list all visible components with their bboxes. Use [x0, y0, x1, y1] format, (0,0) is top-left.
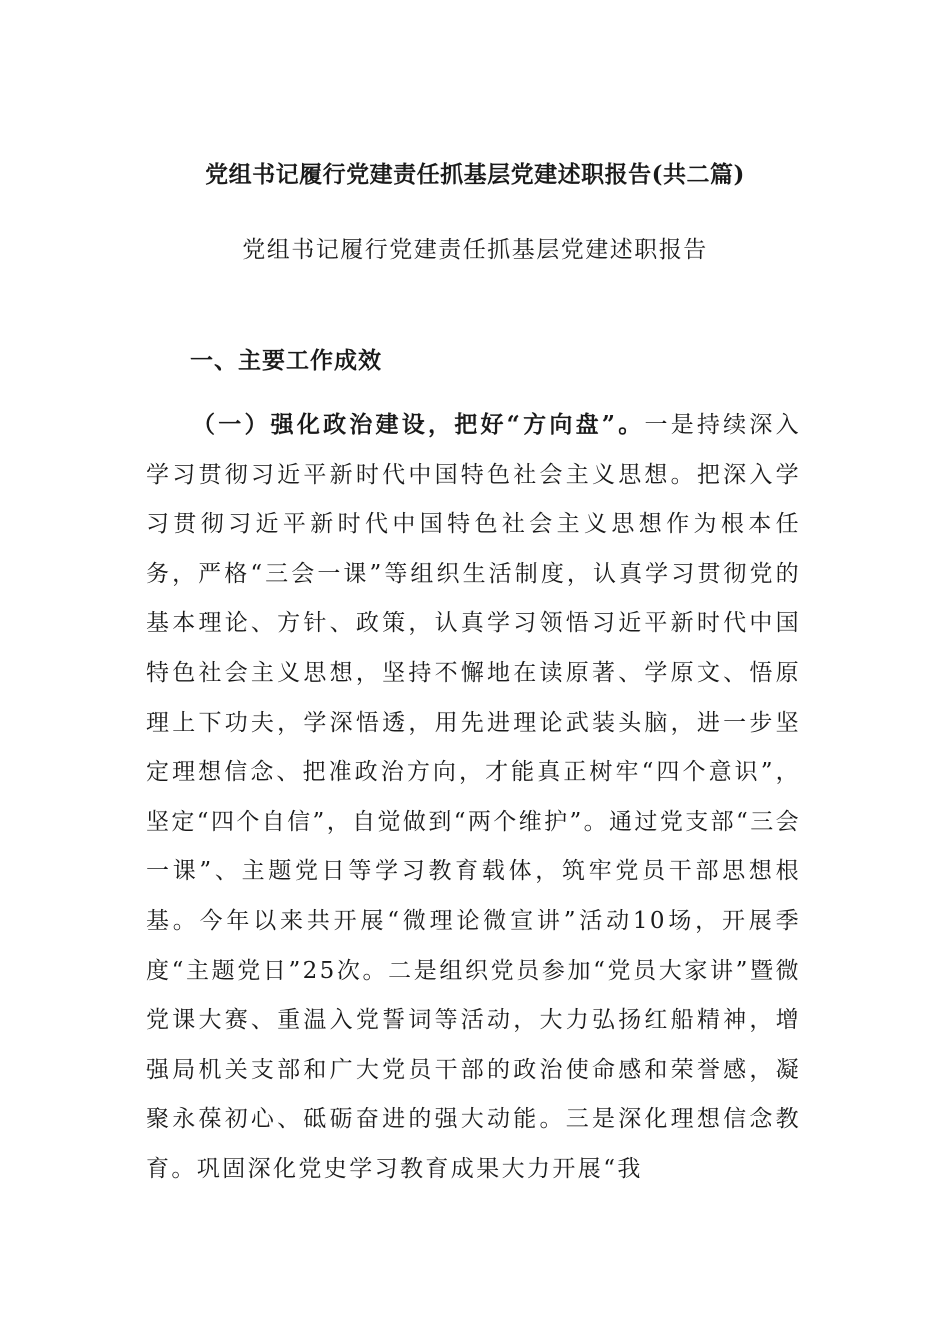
- paragraph-lead: （一）强化政治建设，把好“方向盘”。: [192, 411, 645, 438]
- section-heading: 一、主要工作成效: [190, 347, 382, 374]
- document-title: 党组书记履行党建责任抓基层党建述职报告(共二篇): [205, 161, 745, 188]
- paragraph-text: 一是持续深入学习贯彻习近平新时代中国特色社会主义思想。把深入学习贯彻习近平新时代中国特色社会主义思想作为根本任务，严格“三会一课”等组织生活制度，认真学习贯彻党的基本理论、方针、政策，认真学习领悟习近平新时代中国特色社会主义思想，坚持不懈地在读原著、学原文、悟原理上下功夫，学深悟透，用先进理论武装头脑，进一步坚定理想信念、把准政治方向，才能真正树牢“四个意识”，坚定“四个自信”，自觉做到“两个维护”。通过党支部“三会一课”、主题党日等学习教育载体，筑牢党员干部思想根基。今年以来共开展“微理论微宣讲”活动10场，开展季度“主题党日”25次。二是组织党员参加“党员大家讲”暨微党课大赛、重温入党誓词等活动，大力弘扬红船精神，增强局机关支部和广大党员干部的政治使命感和荣誉感，凝聚永葆初心、砥砺奋进的强大动能。三是深化理想信念教育。巩固深化党史学习教育成果大力开展“我: [146, 412, 801, 1182]
- document-subtitle: 党组书记履行党建责任抓基层党建述职报告: [242, 237, 708, 263]
- body-paragraph: [146, 400, 801, 1195]
